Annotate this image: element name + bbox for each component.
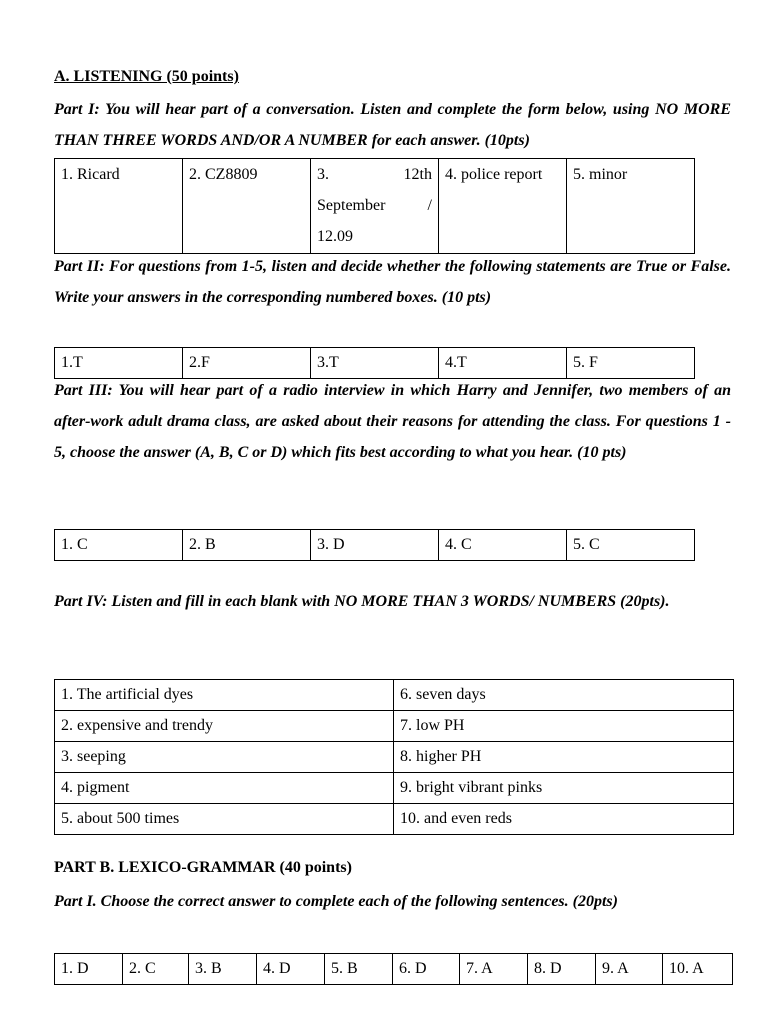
part2-answer-1: 1.T xyxy=(55,348,183,379)
partb1-answer-1: 1. D xyxy=(55,954,123,985)
partb1-answer-table xyxy=(54,953,733,985)
part1-answer-5: 5. minor xyxy=(567,159,695,254)
part1-instruction: Part I: You will hear part of a conversation. Listen and complete the form below, using NO MORE THAN THREE WORDS AND/OR A NUMBER for each answer. (10pts) xyxy=(54,101,731,149)
section-a-heading: A. LISTENING (50 points) xyxy=(54,68,239,85)
partb1-answer-5: 5. B xyxy=(325,954,393,985)
part4-answer-10: 10. and even reds xyxy=(394,804,734,835)
part2-answer-3: 3.T xyxy=(311,348,439,379)
part4-answer-4: 4. pigment xyxy=(55,773,394,804)
part1-answer-table xyxy=(54,158,695,254)
part3-answer-1: 1. C xyxy=(55,530,183,561)
part4-answer-5: 5. about 500 times xyxy=(55,804,394,835)
partb1-answer-2: 2. C xyxy=(123,954,189,985)
part4-answer-8: 8. higher PH xyxy=(394,742,734,773)
part3-answer-2: 2. B xyxy=(183,530,311,561)
part2-answer-5: 5. F xyxy=(567,348,695,379)
part1-answer-4: 4. police report xyxy=(439,159,567,254)
part1-answer-3-line3: 12.09 xyxy=(317,228,353,245)
partb1-answer-6: 6. D xyxy=(393,954,460,985)
part3-instruction: Part III: You will hear part of a radio interview in which Harry and Jennifer, two members of an after-work adult drama class, are asked about their reasons for attending the class. For questions 1 - 5, choose the answer (A, B, C or D) which fits best according to what you hear. (10 pts) xyxy=(54,382,731,461)
part1-answer-3-line1: 3. 12th xyxy=(317,166,432,183)
part4-answer-table xyxy=(54,679,734,835)
part1-answer-1: 1. Ricard xyxy=(55,159,183,254)
part1-answer-3 xyxy=(311,159,439,254)
part3-answer-5: 5. C xyxy=(567,530,695,561)
part2-answer-4: 4.T xyxy=(439,348,567,379)
part1-answer-3-line2: September / xyxy=(317,197,432,214)
part3-answer-4: 4. C xyxy=(439,530,567,561)
part4-answer-3: 3. seeping xyxy=(55,742,394,773)
section-b-heading: PART B. LEXICO-GRAMMAR (40 points) xyxy=(54,859,352,876)
part2-instruction: Part II: For questions from 1-5, listen and decide whether the following statements are True or False. Write your answers in the corresponding numbered boxes. (10 pts) xyxy=(54,258,731,306)
part4-answer-9: 9. bright vibrant pinks xyxy=(394,773,734,804)
partb1-answer-7: 7. A xyxy=(460,954,528,985)
part4-answer-7: 7. low PH xyxy=(394,711,734,742)
part2-answer-2: 2.F xyxy=(183,348,311,379)
part3-answer-3: 3. D xyxy=(311,530,439,561)
partb1-answer-9: 9. A xyxy=(596,954,663,985)
part3-answer-table xyxy=(54,529,695,561)
partb1-answer-8: 8. D xyxy=(528,954,596,985)
partb1-answer-3: 3. B xyxy=(189,954,257,985)
partb1-answer-10: 10. A xyxy=(663,954,733,985)
partb1-instruction: Part I. Choose the correct answer to complete each of the following sentences. (20pts) xyxy=(54,893,618,910)
part4-answer-2: 2. expensive and trendy xyxy=(55,711,394,742)
part4-answer-1: 1. The artificial dyes xyxy=(55,680,394,711)
part4-answer-6: 6. seven days xyxy=(394,680,734,711)
partb1-answer-4: 4. D xyxy=(257,954,325,985)
part1-answer-2: 2. CZ8809 xyxy=(183,159,311,254)
part4-instruction: Part IV: Listen and fill in each blank with NO MORE THAN 3 WORDS/ NUMBERS (20pts). xyxy=(54,593,670,610)
